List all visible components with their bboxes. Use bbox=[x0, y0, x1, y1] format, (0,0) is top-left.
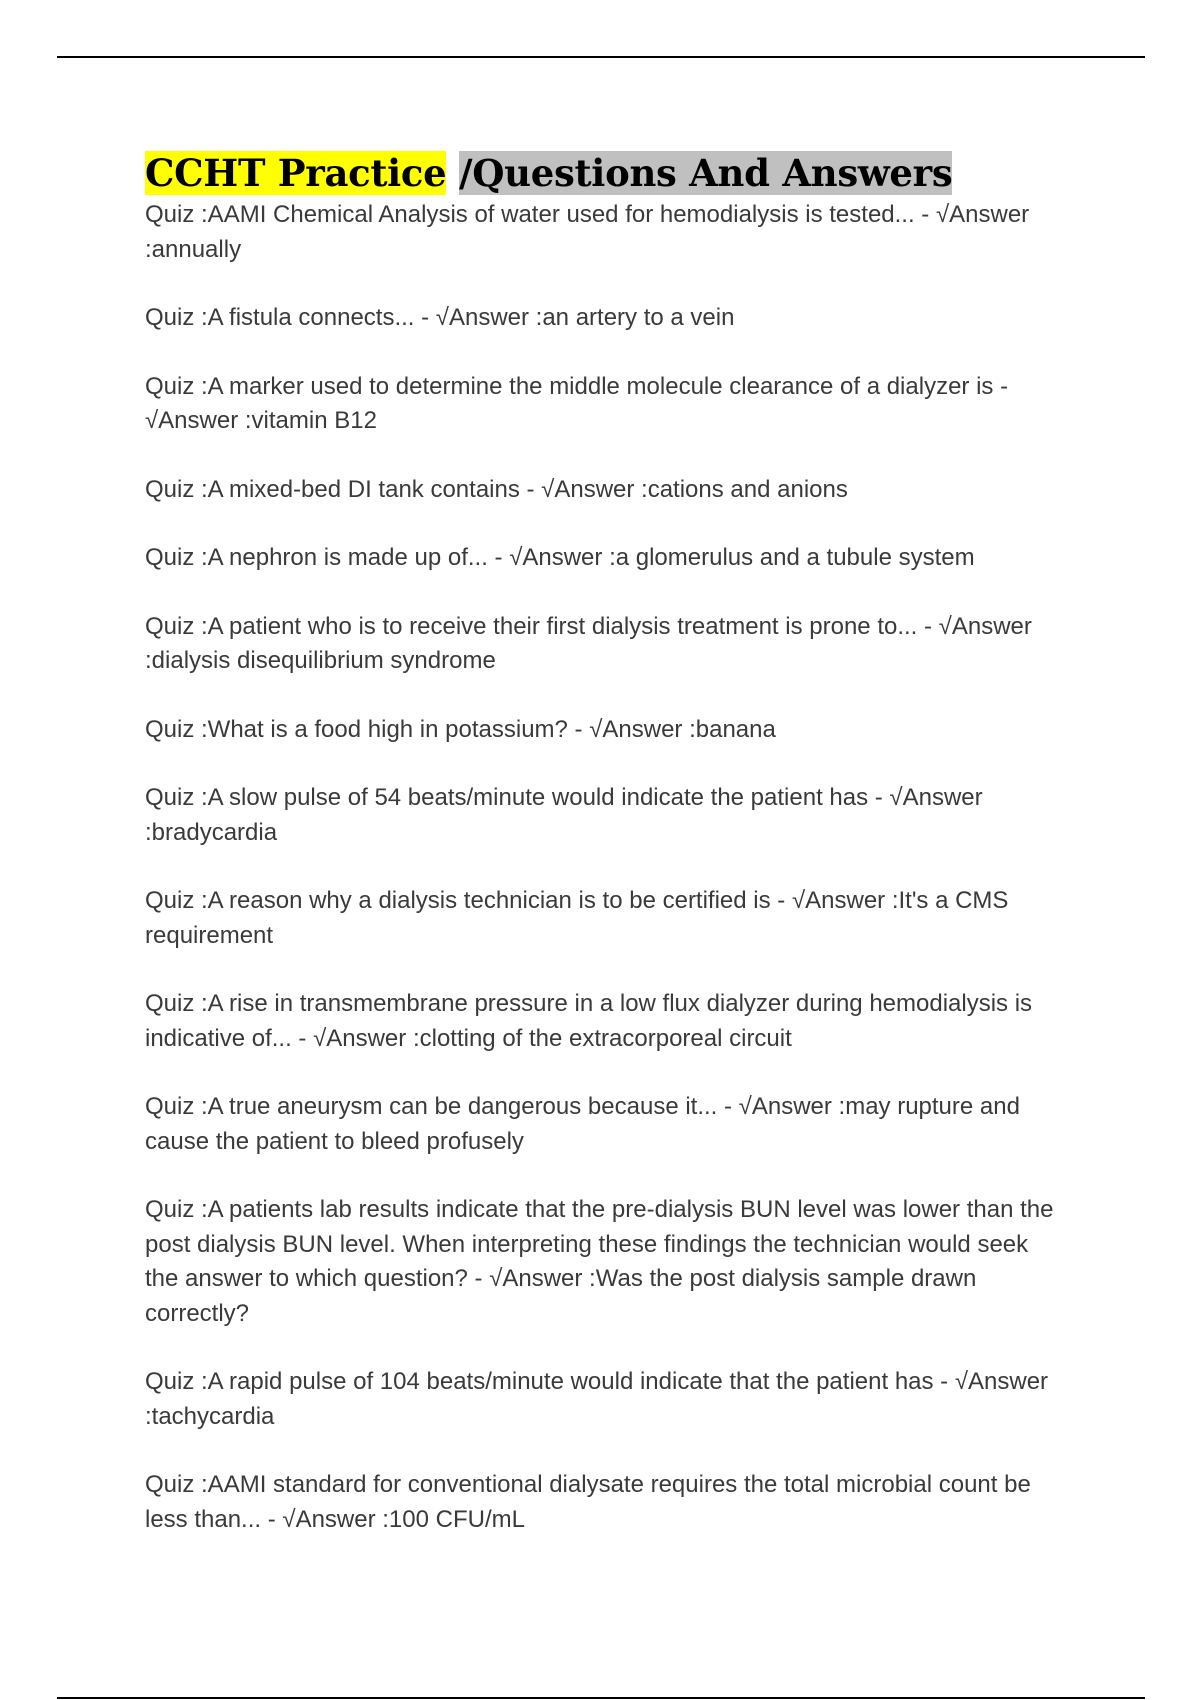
document-title bbox=[145, 148, 1065, 198]
qa-item: Quiz :A true aneurysm can be dangerous because it... - √Answer :may rupture and cause the patient to bleed profusely bbox=[145, 1093, 1020, 1155]
qa-item: Quiz :AAMI Chemical Analysis of water used for hemodialysis is tested... - √Answer :annually bbox=[145, 201, 1030, 263]
qa-item: Quiz :A rise in transmembrane pressure in a low flux dialyzer during hemodialysis is indicative of... - √Answer :clotting of the extracorporeal circuit bbox=[145, 990, 1033, 1052]
title-highlight-gray: /Questions And Answers bbox=[459, 151, 953, 195]
qa-item: Quiz :A mixed-bed DI tank contains - √Answer :cations and anions bbox=[145, 475, 848, 503]
top-rule bbox=[57, 56, 1145, 58]
qa-item: Quiz :A slow pulse of 54 beats/minute would indicate the patient has - √Answer :bradycardia bbox=[145, 784, 983, 846]
qa-item: Quiz :What is a food high in potassium? - √Answer :banana bbox=[145, 715, 776, 743]
qa-item: Quiz :A patients lab results indicate that the pre-dialysis BUN level was lower than the post dialysis BUN level. When interpreting these findings the technician would seek the answer to which question? - √Answer :Was the post dialysis sample drawn correctly? bbox=[145, 1196, 1054, 1327]
document-body bbox=[145, 148, 1065, 1571]
bottom-rule bbox=[57, 1697, 1145, 1699]
qa-item: Quiz :A reason why a dialysis technician is to be certified is - √Answer :It's a CMS requirement bbox=[145, 887, 1009, 949]
qa-list bbox=[145, 198, 1065, 1537]
qa-item: Quiz :A nephron is made up of... - √Answer :a glomerulus and a tubule system bbox=[145, 544, 975, 571]
qa-item: Quiz :A rapid pulse of 104 beats/minute would indicate that the patient has - √Answer :tachycardia bbox=[145, 1368, 1049, 1430]
qa-item: Quiz :AAMI standard for conventional dialysate requires the total microbial count be less than... - √Answer :100 CFU/mL bbox=[145, 1471, 1031, 1533]
qa-item: Quiz :A marker used to determine the middle molecule clearance of a dialyzer is - √Answer :vitamin B12 bbox=[145, 372, 1009, 434]
qa-item: Quiz :A fistula connects... - √Answer :an artery to a vein bbox=[145, 304, 735, 331]
qa-item: Quiz :A patient who is to receive their first dialysis treatment is prone to... - √Answer :dialysis disequilibrium syndrome bbox=[145, 612, 1032, 674]
title-highlight-yellow: CCHT Practice bbox=[145, 151, 447, 195]
